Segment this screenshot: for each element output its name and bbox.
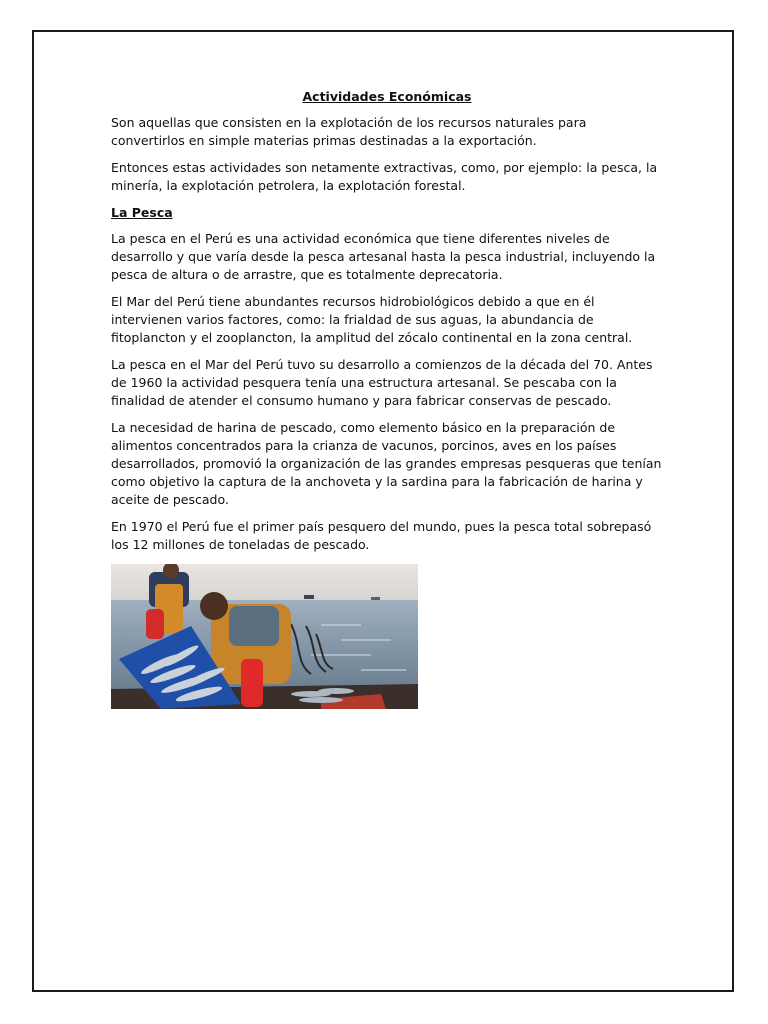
- photo-distant-boat: [304, 595, 314, 599]
- paragraph-mar-recursos: El Mar del Perú tiene abundantes recursos hidrobiológicos debido a que en él intervienen varios factores, como: la frialdad de sus aguas, la abundancia de fitoplancton y el zooplancton, la amplitud del zócalo continental en la zona central.: [111, 294, 633, 345]
- document-title: Actividades Económicas: [302, 89, 472, 104]
- paragraph-pesca-niveles: La pesca en el Perú es una actividad económica que tiene diferentes niveles de desarrollo y que varía desde la pesca artesanal hasta la pesca industrial, incluyendo la pesca de altura o de arrastre, que es totalmente deprecatoria.: [111, 231, 656, 282]
- photo-back-fisherman-glove: [146, 609, 164, 639]
- paragraph-examples: Entonces estas actividades son netamente extractivas, como, por ejemplo: la pesca, la minería, la explotación petrolera, la explotación forestal.: [111, 160, 658, 193]
- paragraph-definition: Son aquellas que consisten en la explotación de los recursos naturales para convertirlos en simple materias primas destinadas a la exportación.: [111, 115, 587, 148]
- photo-front-fisherman-head: [200, 592, 228, 620]
- section-heading-la-pesca: La Pesca: [111, 205, 173, 220]
- photo-front-fisherman-glove: [241, 659, 263, 707]
- paragraph-desarrollo-historico: La pesca en el Mar del Perú tuvo su desarrollo a comienzos de la década del 70. Antes de 1960 la actividad pesquera tenía una estructura artesanal. Se pescaba con la finalidad de atender el consumo humano y para fabricar conservas de pescado.: [111, 357, 653, 408]
- document-page: [32, 30, 734, 992]
- photo-front-fisherman-shirt: [229, 606, 279, 646]
- photo-distant-boat: [371, 597, 380, 600]
- fishermen-photo: [111, 564, 418, 709]
- document-body: [111, 88, 663, 709]
- paragraph-harina-pescado: La necesidad de harina de pescado, como elemento básico en la preparación de alimentos concentrados para la crianza de vacunos, porcinos, aves en los países desarrollados, promovió la organización de las grandes empresas pesqueras que tenían como objetivo la captura de la anchoveta y la sardina para la fabricación de harina y aceite de pescado.: [111, 420, 662, 507]
- paragraph-primer-pais: En 1970 el Perú fue el primer país pesquero del mundo, pues la pesca total sobrepasó los 12 millones de toneladas de pescado.: [111, 519, 652, 552]
